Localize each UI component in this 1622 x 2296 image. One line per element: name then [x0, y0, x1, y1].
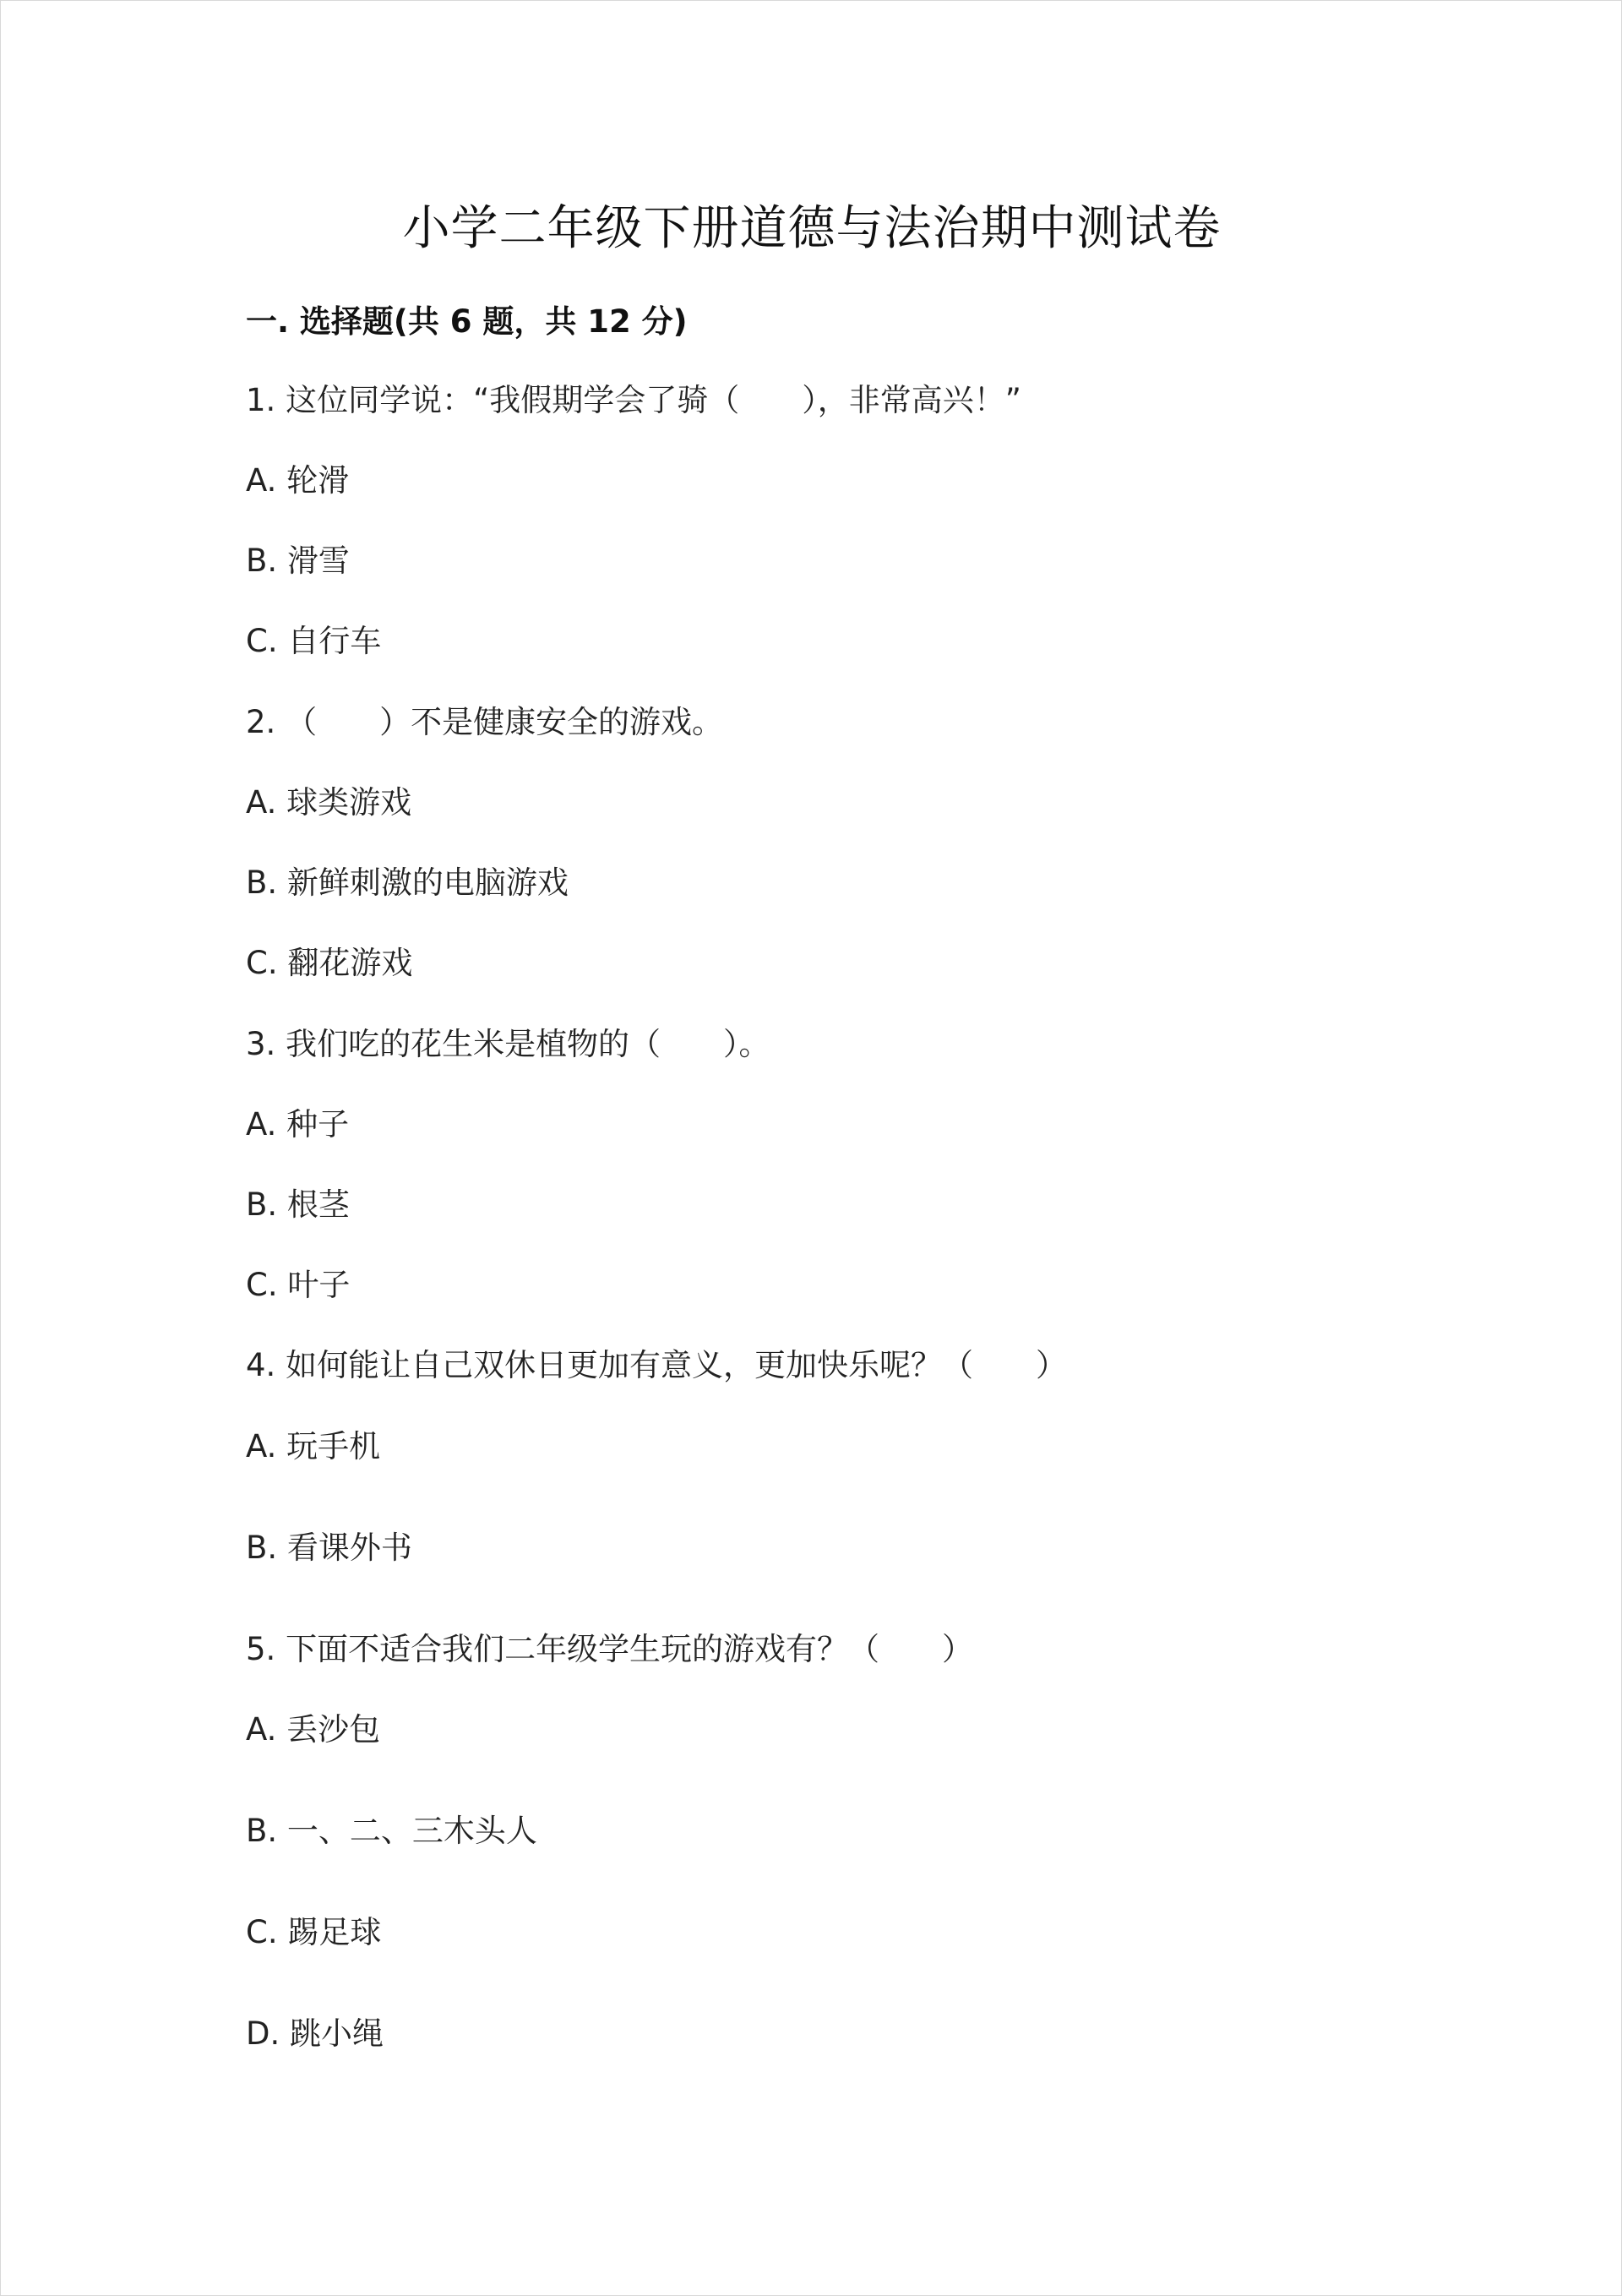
page-title: 小学二年级下册道德与法治期中测试卷: [402, 201, 1222, 256]
question-5-option-c: C. 踢足球: [246, 1914, 382, 1950]
question-4-option-b: B. 看课外书: [246, 1530, 412, 1566]
question-4: 4. 如何能让自己双休日更加有意义，更加快乐呢？（ ）: [246, 1347, 1068, 1383]
question-1-option-b: B. 滑雪: [246, 543, 350, 579]
question-2-option-b: B. 新鲜刺激的电脑游戏: [246, 864, 569, 901]
question-5-option-d: D. 跳小绳: [246, 2015, 384, 2052]
question-1-option-c: C. 自行车: [246, 623, 382, 659]
question-1-option-a: A. 轮滑: [246, 462, 350, 499]
question-2: 2. （ ）不是健康安全的游戏。: [246, 704, 724, 740]
question-5-option-a: A. 丢沙包: [246, 1711, 381, 1748]
question-3-option-a: A. 种子: [246, 1106, 350, 1143]
question-3-option-b: B. 根茎: [246, 1186, 350, 1223]
question-1: 1. 这位同学说：“我假期学会了骑（ ），非常高兴！”: [246, 382, 1021, 418]
question-2-option-c: C. 翻花游戏: [246, 945, 413, 981]
question-4-option-a: A. 玩手机: [246, 1428, 381, 1464]
section-heading: 一. 选择题(共 6 题，共 12 分): [246, 303, 688, 340]
question-5: 5. 下面不适合我们二年级学生玩的游戏有？（ ）: [246, 1631, 974, 1667]
question-3: 3. 我们吃的花生米是植物的（ ）。: [246, 1026, 770, 1062]
question-5-option-b: B. 一、二、三木头人: [246, 1813, 537, 1849]
question-3-option-c: C. 叶子: [246, 1267, 351, 1303]
question-2-option-a: A. 球类游戏: [246, 784, 412, 821]
